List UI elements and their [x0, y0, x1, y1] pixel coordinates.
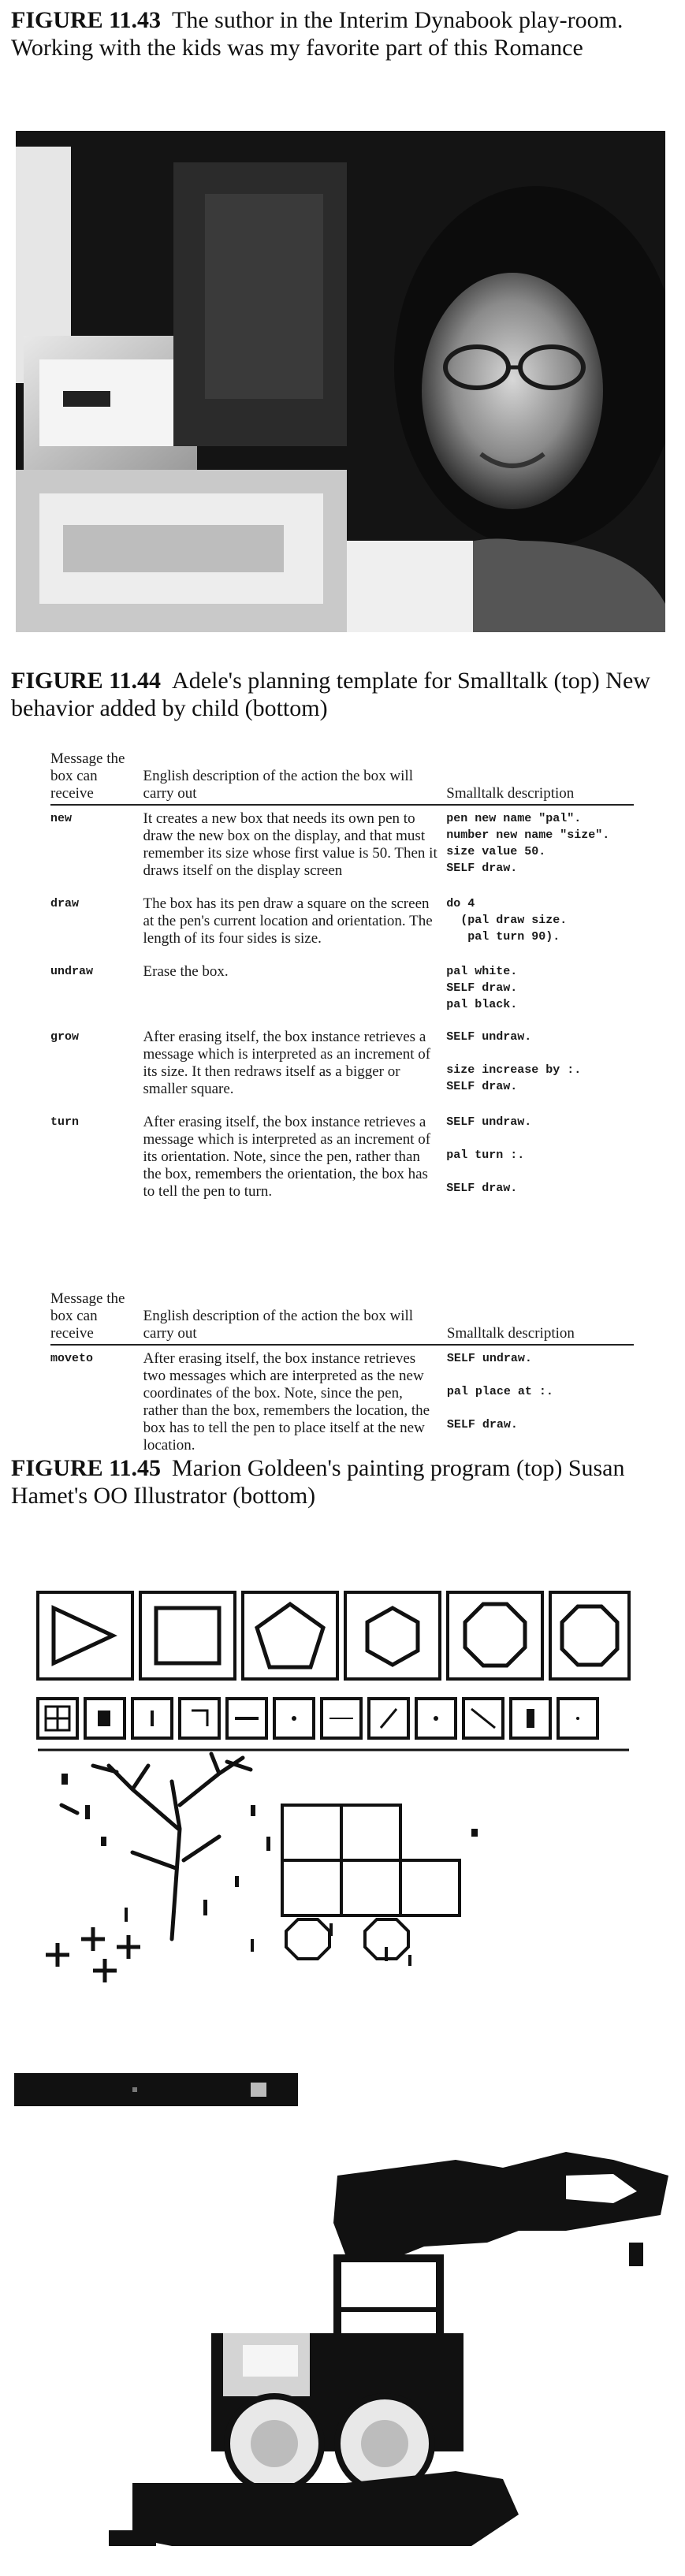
template-header-row [50, 749, 634, 805]
table-row [50, 959, 634, 1024]
message-cell: turn [50, 1115, 80, 1129]
table-row [50, 1109, 634, 1212]
message-cell: new [50, 812, 73, 825]
playroom-photo-image [16, 131, 665, 632]
figure-11-43-caption [11, 6, 673, 61]
planning-template-table [50, 749, 634, 1212]
table-row [50, 891, 634, 959]
figure-number: FIGURE 11.45 [11, 1455, 162, 1481]
smalltalk-cell: pal white. SELF draw. pal black. [446, 965, 518, 1011]
message-cell: undraw [50, 965, 94, 978]
description-cell: It creates a new box that needs its own pen to draw the new box on the display, and that must remember its size whose first value is 50. Then it draws itself on the display screen [143, 810, 437, 879]
playroom-photo [16, 131, 665, 632]
header-english-description: English description of the action the box will carry out [143, 749, 447, 805]
description-cell: Erase the box. [143, 963, 229, 980]
header-smalltalk-description: Smalltalk description [446, 749, 634, 805]
description-cell: The box has its pen draw a square on the screen at the pen's current location and orientation. The length of its four sides is size. [143, 895, 433, 947]
message-cell: moveto [50, 1352, 94, 1365]
header-message: Message the box can receive [50, 1289, 143, 1345]
smalltalk-cell: do 4 (pal draw size. pal turn 90). [446, 897, 568, 944]
figure-caption-text: The suthor in the Interim Dynabook play-room. Working with the kids was my favorite part of this Romance [11, 7, 624, 61]
table-row [50, 1345, 634, 1465]
message-cell: grow [50, 1030, 80, 1044]
figure-11-45-caption [11, 1454, 673, 1509]
description-cell: After erasing itself, the box instance retrieves a message which is interpreted as an increment of its size. It then redraws itself as a bigger or smaller square. [143, 1029, 431, 1097]
figure-caption-text: Marion Goldeen's painting program (top) Susan Hamet's OO Illustrator (bottom) [11, 1455, 625, 1509]
description-cell: After erasing itself, the box instance retrieves a message which is interpreted as an increment of its orientation. Note, since the pen, rather than the box, remembers the orientation, the box has to tell the pen to turn. [143, 1114, 431, 1200]
brush-tool [180, 1699, 219, 1738]
smalltalk-cell: SELF undraw. size increase by :. SELF draw. [446, 1030, 582, 1093]
header-message: Message the box can receive [50, 749, 143, 805]
child-behavior-table [50, 1289, 634, 1465]
message-cell: draw [50, 897, 80, 910]
header-english-description: English description of the action the box will carry out [143, 1289, 447, 1345]
figure-number: FIGURE 11.44 [11, 668, 162, 694]
table-row [50, 1024, 634, 1109]
figure-11-44-caption [11, 667, 673, 722]
figure-number: FIGURE 11.43 [11, 7, 162, 33]
painting-program-image [14, 1569, 645, 2010]
description-cell: After erasing itself, the box instance retrieves two messages which are interpreted as the new coordinates of the box. Note, since the pen, rather than the box, remembers the location, the box has to tell the pen to place itself at the new location. [143, 1350, 430, 1454]
header-smalltalk-description: Smalltalk description [447, 1289, 634, 1345]
smalltalk-cell: pen new name "pal". number new name "size". size value 50. SELF draw. [446, 812, 610, 875]
template-header-row [50, 1289, 634, 1345]
smalltalk-cell: SELF undraw. pal place at :. SELF draw. [446, 1352, 553, 1431]
smalltalk-cell: SELF undraw. pal turn :. SELF draw. [446, 1115, 532, 1195]
figure-caption-text: Adele's planning template for Smalltalk (top) New behavior added by child (bottom) [11, 668, 650, 721]
table-row [50, 805, 634, 891]
oo-illustrator-image [14, 2073, 676, 2562]
